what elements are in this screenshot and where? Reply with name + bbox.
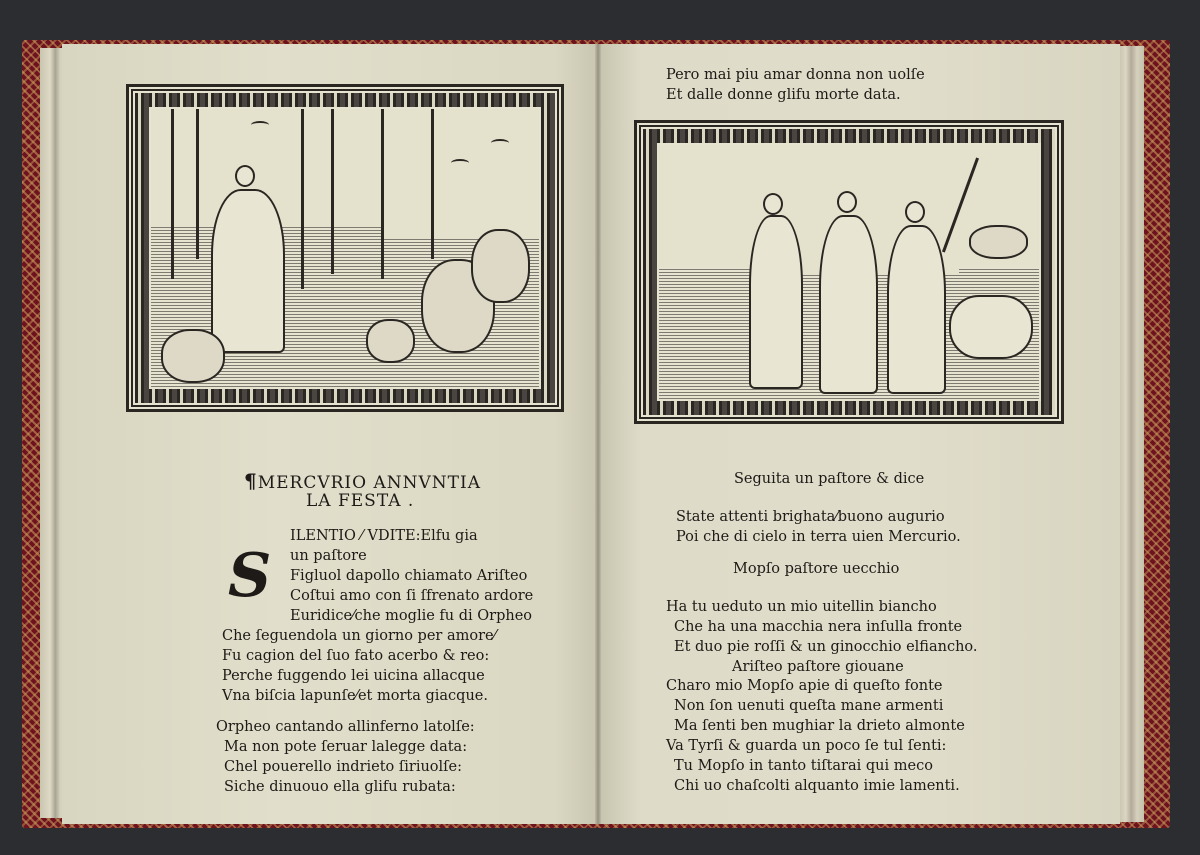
verse-line: Et dalle donne glifu morte data. — [666, 87, 901, 103]
bird — [451, 159, 469, 167]
page-block-right — [1116, 46, 1144, 822]
rubric: Seguita un paſtore & dice — [734, 471, 925, 487]
dog — [366, 319, 415, 363]
verse-line: Ha tu ueduto un mio uitellin biancho — [666, 599, 937, 615]
tree — [171, 109, 174, 279]
shepherd-head — [763, 193, 783, 215]
verse-line: Coſtui amo con ſi ſfrenato ardore — [290, 588, 534, 604]
verse-line: Perche fuggendo lei uicina allacque — [222, 668, 485, 684]
shepherd-head — [837, 191, 857, 213]
verse-line: Poi che di cielo in terra uien Mercurio. — [676, 529, 961, 545]
stag — [471, 229, 530, 303]
tree — [431, 109, 434, 259]
book-gutter — [595, 44, 601, 824]
rubric: Ariſteo paſtore giouane — [732, 659, 904, 675]
fox — [161, 329, 225, 383]
verse-line: Siche dinuouo ella glifu rubata: — [224, 779, 456, 795]
left-heading-line2: LA FESTA . — [306, 491, 415, 511]
verse-line: ILENTIO ⁄ VDITE:Elfu gia — [290, 528, 478, 544]
tree — [196, 109, 199, 259]
dropcap-initial: S — [228, 541, 272, 611]
verse-line: un paſtore — [290, 548, 367, 564]
orpheus-figure — [211, 189, 285, 353]
shepherd-figure — [819, 215, 878, 394]
heading-text: MERCVRIO ANNVNTIA — [257, 473, 482, 493]
verse-line: Che ſeguendola un giorno per amore⁄ — [222, 628, 497, 644]
shepherd-head — [905, 201, 925, 223]
verse-line: Chi uo chaſcolti alquanto imie lamenti. — [674, 778, 960, 794]
verse-line: Et duo pie roſſi & un ginocchio elfiancho. — [674, 639, 978, 655]
verse-line: Figluol dapollo chiamato Ariſteo — [290, 568, 528, 584]
pilcrow-mark: ¶ — [244, 469, 258, 493]
verse-line: Ma non pote ſeruar lalegge data: — [224, 739, 468, 755]
bird — [251, 121, 269, 129]
shepherd-figure — [887, 225, 946, 394]
verse-line: Vna biſcia lapunſe⁄et morta giacque. — [222, 688, 488, 704]
animal — [969, 225, 1028, 259]
woodcut-orpheus — [126, 84, 564, 412]
verse-line: Tu Mopſo in tanto tiſtarai qui meco — [674, 758, 933, 774]
verse-line: State attenti brighata⁄buono augurio — [676, 509, 945, 525]
verse-line: Euridice⁄che moglie fu di Orpheo — [290, 608, 533, 624]
verse-line: Ma ſenti ben mughiar la drieto almonte — [674, 718, 965, 734]
verse-line: Va Tyrſi & guarda un poco ſe tul ſenti: — [666, 738, 947, 754]
verse-line: Non ſon uenuti queſta mane armenti — [674, 698, 944, 714]
reclining-shepherd — [949, 295, 1033, 359]
orpheus-head — [235, 165, 255, 187]
verse-line: Fu cagion del ſuo fato acerbo & reo: — [222, 648, 490, 664]
woodcut-scene — [151, 109, 539, 387]
rubric: Mopſo paſtore uecchio — [733, 561, 900, 577]
verse-line: Orpheo cantando allinferno latolſe: — [216, 719, 475, 735]
verse-line: Chel pouerello indrieto ſiriuolſe: — [224, 759, 463, 775]
bird — [491, 139, 509, 147]
woodcut-shepherds — [634, 120, 1064, 424]
verse-line: Che ha una macchia nera inſulla fronte — [674, 619, 963, 635]
tree — [301, 109, 304, 289]
tree — [381, 109, 384, 279]
tree — [331, 109, 334, 274]
shepherd-figure — [749, 215, 803, 389]
verse-line: Pero mai piu amar donna non uolſe — [666, 67, 925, 83]
verse-line: Charo mio Mopſo apie di queſto fonte — [666, 678, 943, 694]
woodcut-scene — [659, 145, 1039, 399]
